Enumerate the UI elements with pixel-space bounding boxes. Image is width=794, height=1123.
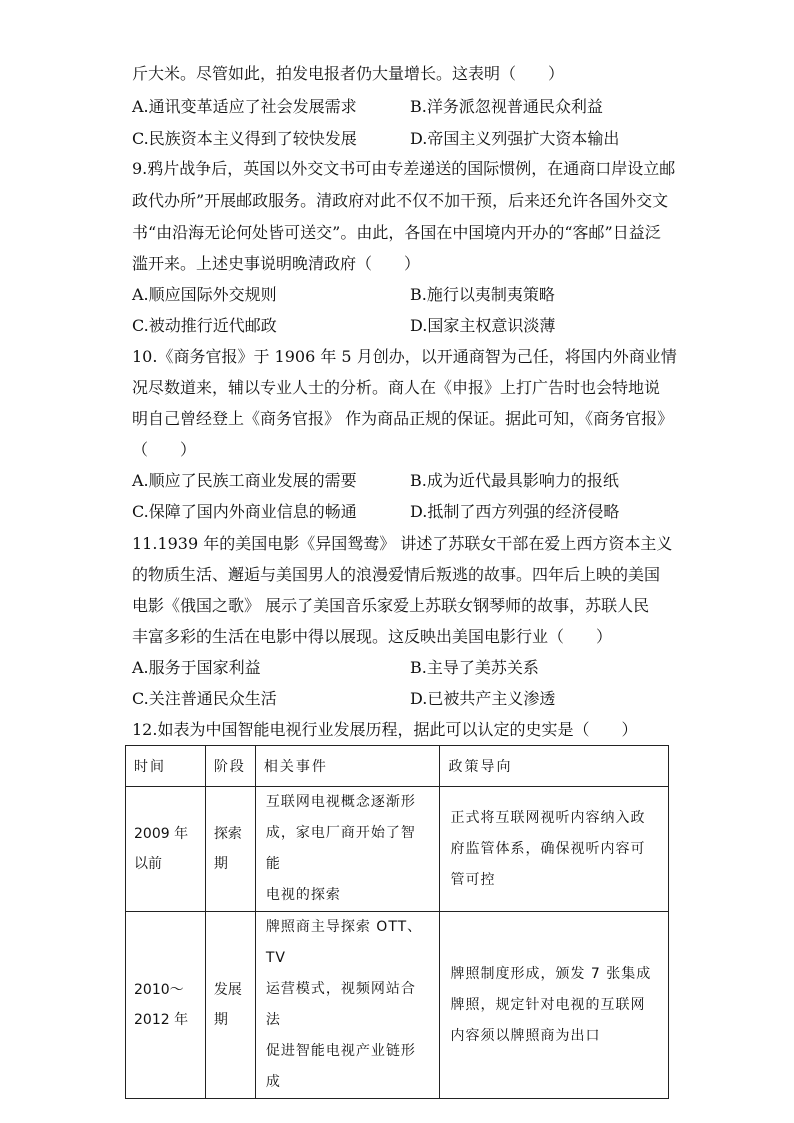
cell-line: 管可控 xyxy=(450,871,496,888)
q8-option-c: C.民族资本主义得到了较快发展 xyxy=(132,129,357,148)
header-event: 相关事件 xyxy=(255,746,440,787)
cell-line: 牌照制度形成，颁发 7 张集成 xyxy=(450,965,652,982)
cell-stage xyxy=(205,912,255,1099)
q9-option-b: B.施行以夷制夷策略 xyxy=(410,285,555,304)
cell-stage xyxy=(205,787,255,912)
q10-stem-line-4: （ ） xyxy=(132,440,197,459)
cell-line: 2009 年 xyxy=(134,826,189,842)
cell-line: 运营模式，视频网站合法 xyxy=(265,981,416,1028)
q9-stem-line-1: 9.鸦片战争后，英国以外交文书可由专差递送的国际惯例，在通商口岸设立邮 xyxy=(132,159,676,178)
q11-option-c: C.关注普通民众生活 xyxy=(132,689,277,708)
q8-option-a: A.通讯变革适应了社会发展需求 xyxy=(132,97,357,116)
cell-line: 期 xyxy=(213,856,228,872)
q11-stem-line-3: 电影《俄国之歌》 展示了美国音乐家爱上苏联女钢琴师的故事，苏联人民 xyxy=(132,596,650,615)
q9-stem-line-4: 滥开来。上述史事说明晚清政府（ ） xyxy=(132,254,421,273)
table-row xyxy=(126,912,669,1099)
q9-stem-line-2: 政代办所”开展邮政服务。清政府对此不仅不加干预，后来还允许各国外交文 xyxy=(132,191,669,210)
q11-stem-line-4: 丰富多彩的生活在电影中得以展现。这反映出美国电影行业（ ） xyxy=(132,627,613,646)
cell-time xyxy=(126,787,206,912)
cell-line: 正式将互联网视听内容纳入政 xyxy=(450,809,646,826)
cell-line: 2010～ xyxy=(134,982,184,998)
cell-line: 牌照商主导探索 OTT、TV xyxy=(265,919,423,966)
table-header-row xyxy=(126,746,669,787)
header-policy: 政策导向 xyxy=(440,746,669,787)
cell-line: 期 xyxy=(213,1012,228,1028)
cell-policy xyxy=(440,912,669,1099)
q10-stem-line-3: 明自己曾经登上《商务官报》 作为商品正规的保证。据此可知，《商务官报》 xyxy=(132,409,674,428)
cell-line: 成 xyxy=(265,1074,281,1090)
q10-option-b: B.成为近代最具影响力的报纸 xyxy=(410,471,619,490)
cell-line: 互联网电视概念逐渐形 xyxy=(265,794,416,810)
cell-line: 以前 xyxy=(134,856,162,872)
tv-industry-table xyxy=(125,745,669,1099)
q11-stem-line-2: 的物质生活、邂逅与美国男人的浪漫爱情后叛逃的故事。四年后上映的美国 xyxy=(132,565,661,584)
cell-line: 牌照，规定针对电视的互联网 xyxy=(450,996,646,1013)
q10-option-c: C.保障了国内外商业信息的畅通 xyxy=(132,502,357,521)
header-time: 时间 xyxy=(126,746,206,787)
cell-time xyxy=(126,912,206,1099)
cell-line: 内容须以牌照商为出口 xyxy=(450,1027,601,1044)
q8-option-d: D.帝国主义列强扩大资本输出 xyxy=(410,129,620,148)
q11-option-d: D.已被共产主义渗透 xyxy=(410,689,556,708)
q9-option-d: D.国家主权意识淡薄 xyxy=(410,316,556,335)
q11-option-a: A.服务于国家利益 xyxy=(132,658,261,677)
cell-event xyxy=(255,787,440,912)
q10-stem-line-2: 况尽数道来，辅以专业人士的分析。商人在《申报》上打广告时也会特地说 xyxy=(132,378,661,397)
header-stage: 阶段 xyxy=(205,746,255,787)
table-row xyxy=(126,787,669,912)
cell-line: 成，家电厂商开始了智能 xyxy=(265,825,416,872)
cell-line: 电视的探索 xyxy=(265,887,341,903)
q9-option-a: A.顺应国际外交规则 xyxy=(132,285,277,304)
cell-line: 2012 年 xyxy=(134,1012,189,1028)
q10-option-a: A.顺应了民族工商业发展的需要 xyxy=(132,471,357,490)
q9-option-c: C.被动推行近代邮政 xyxy=(132,316,277,335)
q12-stem-line-1: 12.如表为中国智能电视行业发展历程，据此可以认定的史实是（ ） xyxy=(132,720,638,739)
q10-option-d: D.抵制了西方列强的经济侵略 xyxy=(410,502,620,521)
cell-policy xyxy=(440,787,669,912)
cell-line: 探索 xyxy=(213,826,242,842)
cell-line: 促进智能电视产业链形 xyxy=(265,1043,416,1059)
q8-option-b: B.洋务派忽视普通民众利益 xyxy=(410,97,603,116)
cell-line: 府监管体系，确保视听内容可 xyxy=(450,840,646,857)
q11-option-b: B.主导了美苏关系 xyxy=(410,658,539,677)
q11-stem-line-1: 11.1939 年的美国电影《异国鸳鸯》 讲述了苏联女干部在爱上西方资本主义 xyxy=(132,534,673,553)
cell-line: 发展 xyxy=(213,982,242,998)
q8-stem-end: 斤大米。尽管如此，拍发电报者仍大量增长。这表明（ ） xyxy=(132,64,565,83)
q9-stem-line-3: 书“由沿海无论何处皆可送交”。由此，各国在中国境内开办的“客邮”日益泛 xyxy=(132,223,661,242)
q10-stem-line-1: 10.《商务官报》于 1906 年 5 月创办，以开通商智为己任，将国内外商业情 xyxy=(132,347,677,366)
cell-event xyxy=(255,912,440,1099)
